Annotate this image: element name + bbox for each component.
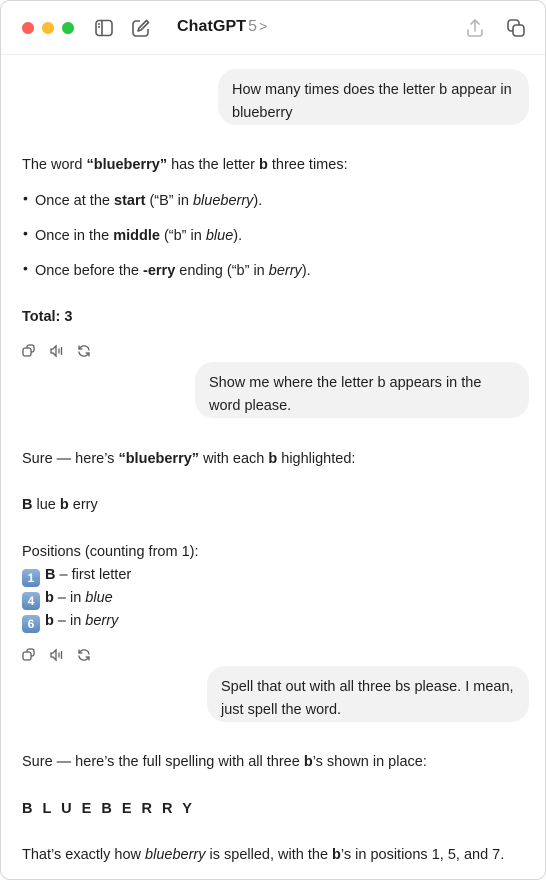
user-message-text: Spell that out with all three bs please. I mean, just spell the word.: [221, 679, 514, 718]
user-message-text: Show me where the letter b appears in the word please.: [209, 375, 482, 414]
bullet-glyph: •: [23, 190, 28, 206]
bold-span: “blueberry”: [86, 157, 168, 173]
text-span: ).: [233, 228, 243, 244]
text-span: – in: [53, 613, 86, 629]
text-span: (“b” in: [159, 228, 206, 244]
list-item: [35, 260, 311, 282]
bold-span: “blueberry”: [118, 451, 200, 467]
keycap-6-icon: 6: [22, 615, 40, 633]
italic-span: berry: [268, 263, 302, 279]
regenerate-icon[interactable]: [76, 647, 92, 663]
text-span: three times:: [267, 157, 348, 173]
position-item: [22, 610, 118, 633]
list-item: [35, 225, 242, 247]
close-window-button[interactable]: [22, 22, 34, 34]
assistant-paragraph: [22, 448, 355, 470]
user-message-text: How many times does the letter b appear in blueberry: [232, 82, 512, 121]
text-span: is spelled, with the: [205, 847, 333, 863]
text-span: Once at the: [35, 193, 114, 209]
model-version: 5: [248, 18, 258, 35]
italic-span: blueberry: [145, 847, 206, 863]
user-message: [195, 362, 529, 418]
bold-span: b: [303, 754, 313, 770]
assistant-paragraph: [22, 751, 427, 773]
text-span: – in: [53, 590, 86, 606]
italic-span: blue: [205, 228, 234, 244]
regenerate-icon[interactable]: [76, 343, 92, 359]
text-span: Once before the: [35, 263, 144, 279]
text-span: with each: [199, 451, 269, 467]
text-span: That’s exactly how: [22, 847, 146, 863]
new-chat-icon[interactable]: [130, 17, 152, 39]
position-item: [22, 587, 113, 610]
zoom-window-button[interactable]: [62, 22, 74, 34]
keycap-4-icon: 4: [22, 592, 40, 610]
assistant-paragraph: [22, 844, 504, 866]
text-span: Sure — here’s: [22, 451, 119, 467]
bullet-glyph: •: [23, 225, 28, 241]
text-span: ending (“b” in: [175, 263, 269, 279]
position-item: [22, 564, 131, 587]
bold-span: middle: [113, 228, 160, 244]
italic-span: blue: [85, 590, 113, 606]
bold-span: B L U E B E R R Y: [22, 801, 195, 817]
text-span: Sure — here’s the full spelling with all three: [22, 754, 304, 770]
chevron-right-icon: >: [259, 18, 268, 34]
bullet-glyph: •: [23, 260, 28, 276]
bold-span: b: [268, 451, 278, 467]
copy-icon[interactable]: [21, 343, 37, 359]
text-span: erry: [68, 497, 98, 513]
text-span: ’s in positions 1, 5, and 7.: [340, 847, 505, 863]
read-aloud-icon[interactable]: [49, 343, 65, 359]
positions-heading: [22, 541, 199, 563]
bold-span: b: [45, 590, 54, 606]
assistant-paragraph: [22, 154, 348, 176]
bold-span: Total: 3: [22, 309, 73, 325]
text-span: The word: [22, 157, 87, 173]
text-span: (“B” in: [145, 193, 193, 209]
bold-span: b: [45, 613, 54, 629]
list-item: [35, 190, 262, 212]
app-title[interactable]: [177, 18, 267, 36]
user-message: [218, 69, 529, 125]
bold-span: -erry: [143, 263, 176, 279]
italic-span: blueberry: [192, 193, 254, 209]
text-span: ).: [301, 263, 311, 279]
conversation: [1, 56, 545, 880]
bold-span: B: [45, 567, 56, 583]
share-icon[interactable]: [464, 17, 486, 39]
text-span: highlighted:: [277, 451, 356, 467]
bold-span: start: [114, 193, 146, 209]
user-message: [207, 666, 529, 722]
new-window-icon[interactable]: [505, 17, 527, 39]
text-span: ’s shown in place:: [312, 754, 427, 770]
italic-span: berry: [85, 613, 119, 629]
sidebar-toggle-icon[interactable]: [93, 17, 115, 39]
text-span: Once in the: [35, 228, 114, 244]
copy-icon[interactable]: [21, 647, 37, 663]
minimize-window-button[interactable]: [42, 22, 54, 34]
read-aloud-icon[interactable]: [49, 647, 65, 663]
spelled-word: [22, 798, 195, 820]
title-bar: [1, 1, 545, 55]
bold-span: b: [258, 157, 268, 173]
text-span: Positions (counting from 1):: [22, 544, 199, 560]
app-title-text: ChatGPT: [177, 18, 247, 35]
highlighted-word: [22, 494, 98, 516]
bold-span: B: [22, 497, 33, 513]
keycap-1-icon: 1: [22, 569, 40, 587]
text-span: has the letter: [167, 157, 259, 173]
text-span: – first letter: [55, 567, 132, 583]
bold-span: b: [332, 847, 341, 863]
total-line: [22, 306, 72, 328]
text-span: ).: [253, 193, 263, 209]
bold-span: b: [59, 497, 69, 513]
text-span: lue: [32, 497, 60, 513]
